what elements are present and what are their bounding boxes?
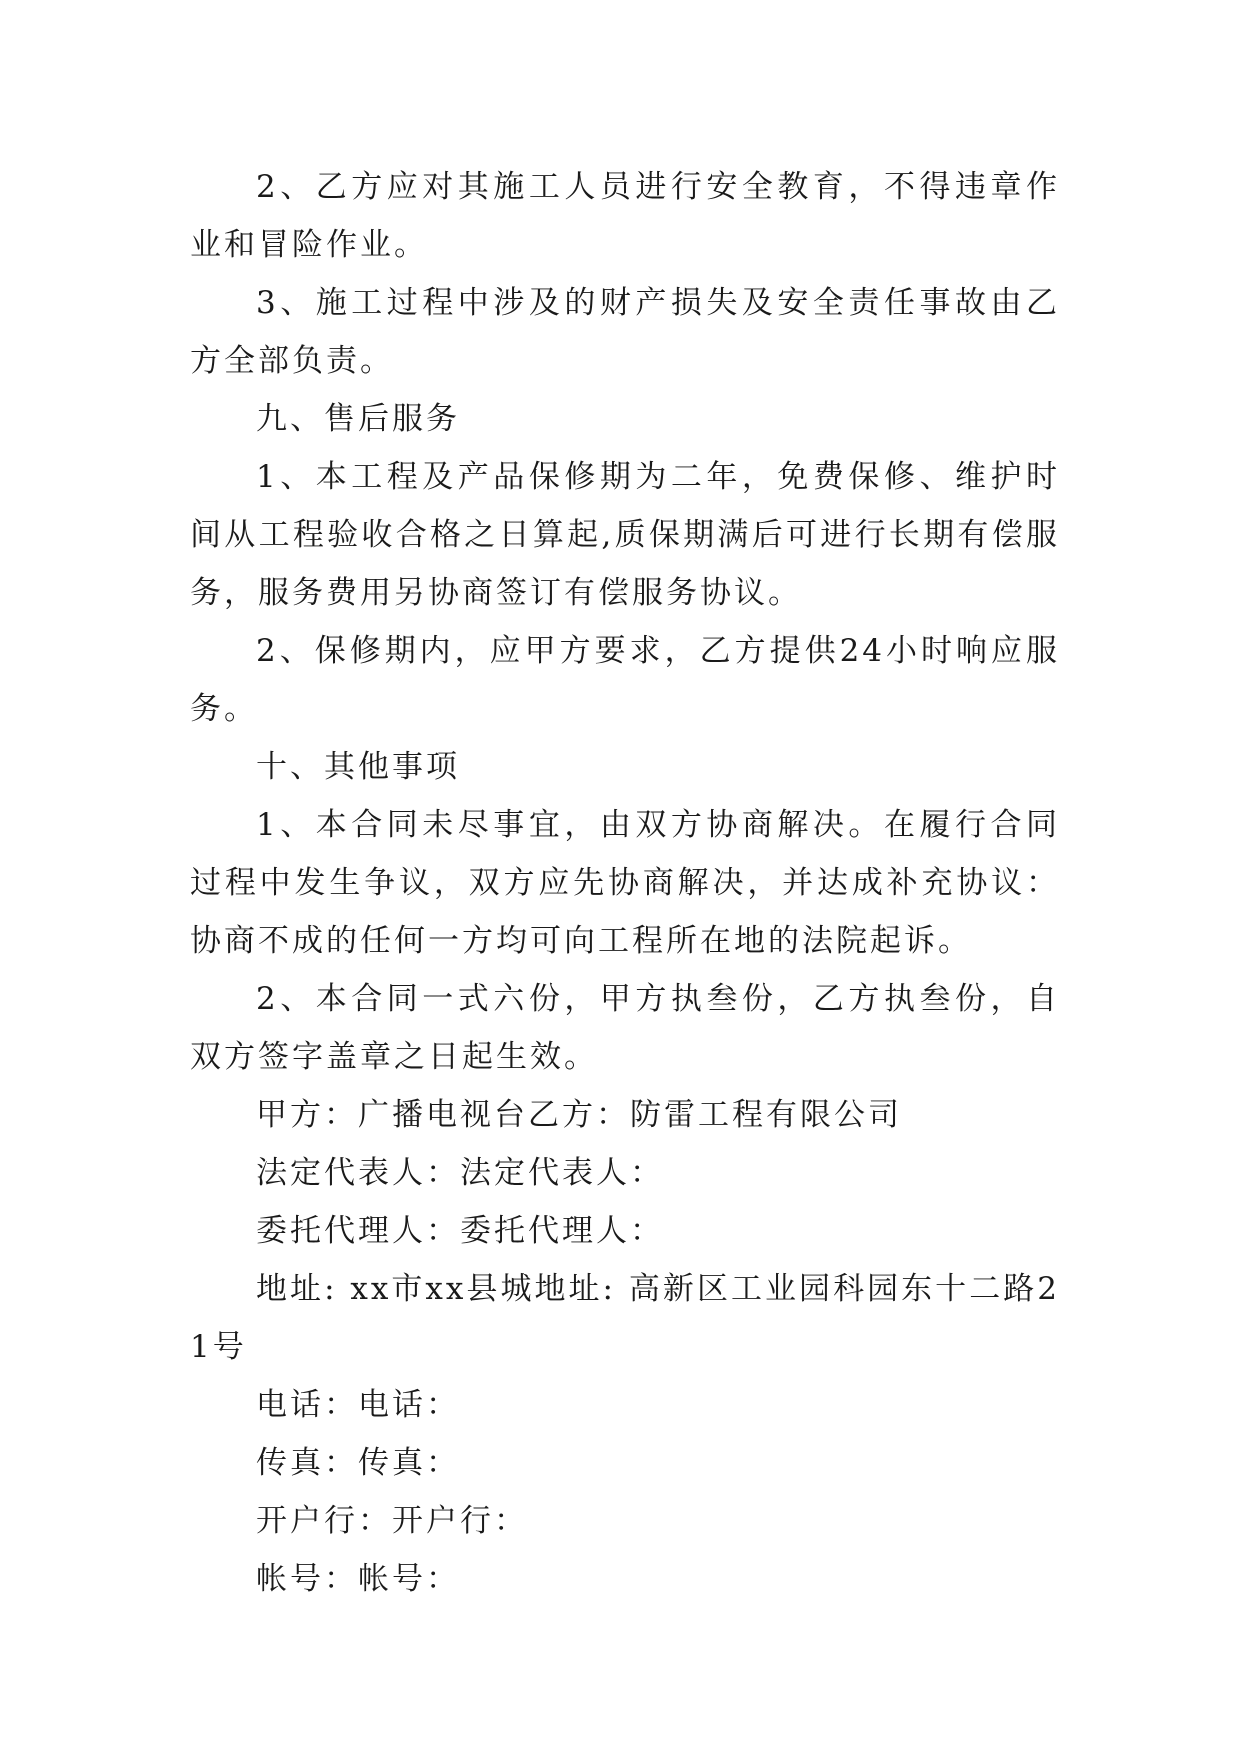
party-line: 甲方：广播电视台乙方：防雷工程有限公司 bbox=[256, 1097, 902, 1133]
clause-9-2: 2、保修期内，应甲方要求，乙方提供24小时响应服务。 bbox=[190, 633, 1060, 727]
authorized-agent-line: 委托代理人：委托代理人： bbox=[256, 1213, 664, 1249]
phone-line: 电话：电话： bbox=[256, 1387, 460, 1423]
section-heading-after-sales: 九、售后服务 bbox=[256, 401, 460, 437]
section-heading-other-matters: 十、其他事项 bbox=[256, 749, 460, 785]
legal-representative-line: 法定代表人：法定代表人： bbox=[256, 1155, 664, 1191]
bank-line: 开户行：开户行： bbox=[256, 1503, 528, 1539]
clause-8-3: 3、施工过程中涉及的财产损失及安全责任事故由乙方全部负责。 bbox=[190, 285, 1060, 379]
account-line: 帐号：帐号： bbox=[256, 1561, 460, 1597]
clause-10-2: 2、本合同一式六份，甲方执叁份，乙方执叁份，自双方签字盖章之日起生效。 bbox=[190, 981, 1060, 1075]
clause-10-1: 1、本合同未尽事宜，由双方协商解决。在履行合同过程中发生争议，双方应先协商解决，并达成补充协议：协商不成的任何一方均可向工程所在地的法院起诉。 bbox=[190, 807, 1060, 959]
fax-line: 传真：传真： bbox=[256, 1445, 460, 1481]
clause-9-1: 1、本工程及产品保修期为二年，免费保修、维护时间从工程验收合格之日算起,质保期满后可进行长期有偿服务，服务费用另协商签订有偿服务协议。 bbox=[190, 459, 1060, 611]
clause-8-2: 2、乙方应对其施工人员进行安全教育，不得违章作业和冒险作业。 bbox=[190, 169, 1060, 263]
document-page bbox=[190, 158, 1060, 1608]
address-line: 地址: xx市xx县城地址: 高新区工业园科园东十二路21号 bbox=[190, 1271, 1060, 1365]
